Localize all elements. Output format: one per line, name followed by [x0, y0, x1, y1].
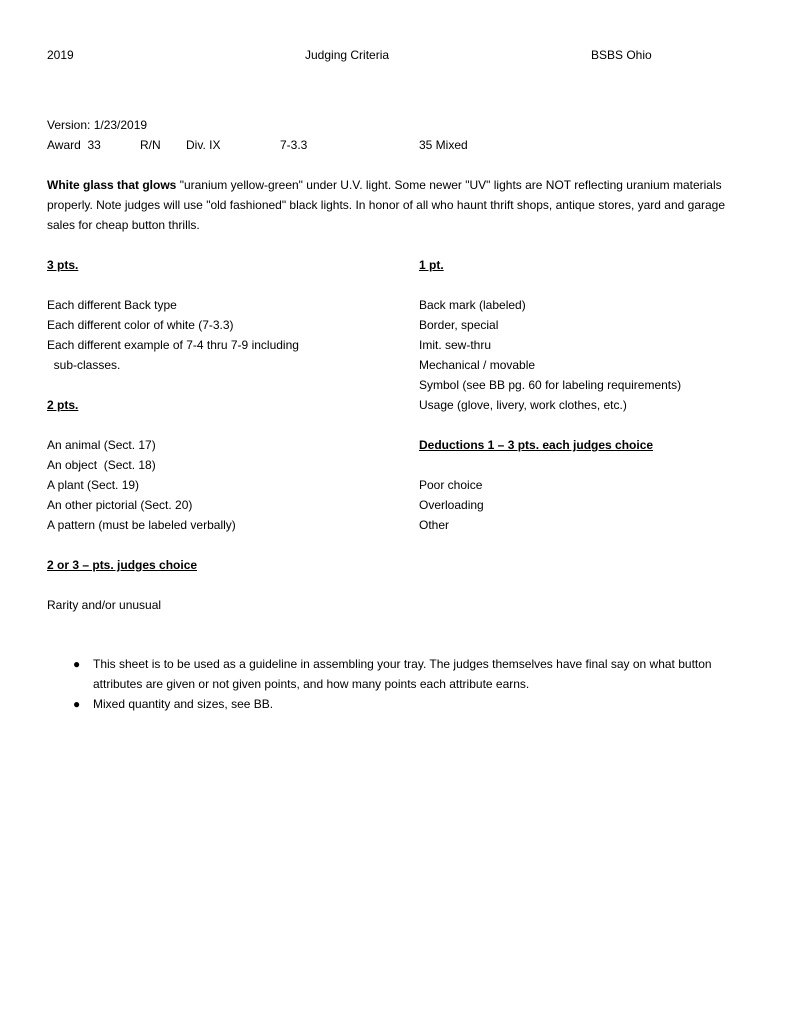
header-org: BSBS Ohio [591, 48, 652, 62]
list-item: Rarity and/or unusual [47, 598, 162, 612]
list-item: Usage (glove, livery, work clothes, etc.) [419, 398, 627, 412]
list-item: A pattern (must be labeled verbally) [47, 518, 236, 532]
spacer [47, 275, 387, 295]
list-item: sub-classes. [47, 358, 121, 372]
note-item [73, 654, 753, 694]
description [47, 175, 747, 235]
left-column [47, 255, 387, 615]
division-label: Div. IX [186, 138, 221, 152]
list-item: Back mark (labeled) [419, 298, 526, 312]
note-item [73, 694, 753, 714]
spacer [419, 455, 759, 475]
judges-choice-heading: 2 or 3 – pts. judges choice [47, 558, 198, 572]
notes-list [73, 654, 753, 714]
rn-label: R/N [140, 138, 161, 152]
section-label: 7-3.3 [280, 138, 308, 152]
spacer [47, 375, 387, 395]
list-item: Symbol (see BB pg. 60 for labeling requirements) [419, 378, 682, 392]
list-item: An animal (Sect. 17) [47, 438, 156, 452]
spacer [47, 415, 387, 435]
spacer [419, 415, 759, 435]
list-item: Overloading [419, 498, 484, 512]
bullet-icon: ● [73, 697, 81, 711]
award-number: Award 33 [47, 138, 101, 152]
header-year: 2019 [47, 48, 74, 62]
bullet-icon: ● [73, 657, 81, 671]
list-item: Each different color of white (7-3.3) [47, 318, 234, 332]
list-item: Imit. sew-thru [419, 338, 492, 352]
list-item: Poor choice [419, 478, 483, 492]
spacer [47, 575, 387, 595]
list-item: An object (Sect. 18) [47, 458, 156, 472]
two-pts-heading: 2 pts. [47, 398, 79, 412]
list-item: Other [419, 518, 450, 532]
description-lead: White glass that glows [47, 178, 177, 192]
deductions-heading: Deductions 1 – 3 pts. each judges choice [419, 438, 654, 452]
version-label: Version: 1/23/2019 [47, 118, 148, 132]
note-text: Mixed quantity and sizes, see BB. [93, 697, 274, 711]
description-text: "uranium yellow-green" under U.V. light. Some newer "UV" lights are NOT reflecting uranium materials properly. Note judges will use "old fashioned" black lights. In honor of all who haunt thrift shops, antique stores, yard and garage sales for cheap button thrills. [47, 178, 726, 232]
mixed-label: 35 Mixed [419, 138, 468, 152]
spacer [419, 275, 759, 295]
one-pt-heading: 1 pt. [419, 258, 444, 272]
list-item: An other pictorial (Sect. 20) [47, 498, 193, 512]
three-pts-heading: 3 pts. [47, 258, 79, 272]
header-title: Judging Criteria [305, 48, 390, 62]
spacer [47, 535, 387, 555]
list-item: Mechanical / movable [419, 358, 536, 372]
note-text: This sheet is to be used as a guideline in assembling your tray. The judges themselves have final say on what button attributes are given or not given points, and how many points each attribute earns. [93, 657, 712, 691]
right-column [419, 255, 759, 535]
list-item: A plant (Sect. 19) [47, 478, 140, 492]
list-item: Border, special [419, 318, 499, 332]
list-item: Each different example of 7-4 thru 7-9 including [47, 338, 299, 352]
list-item: Each different Back type [47, 298, 177, 312]
